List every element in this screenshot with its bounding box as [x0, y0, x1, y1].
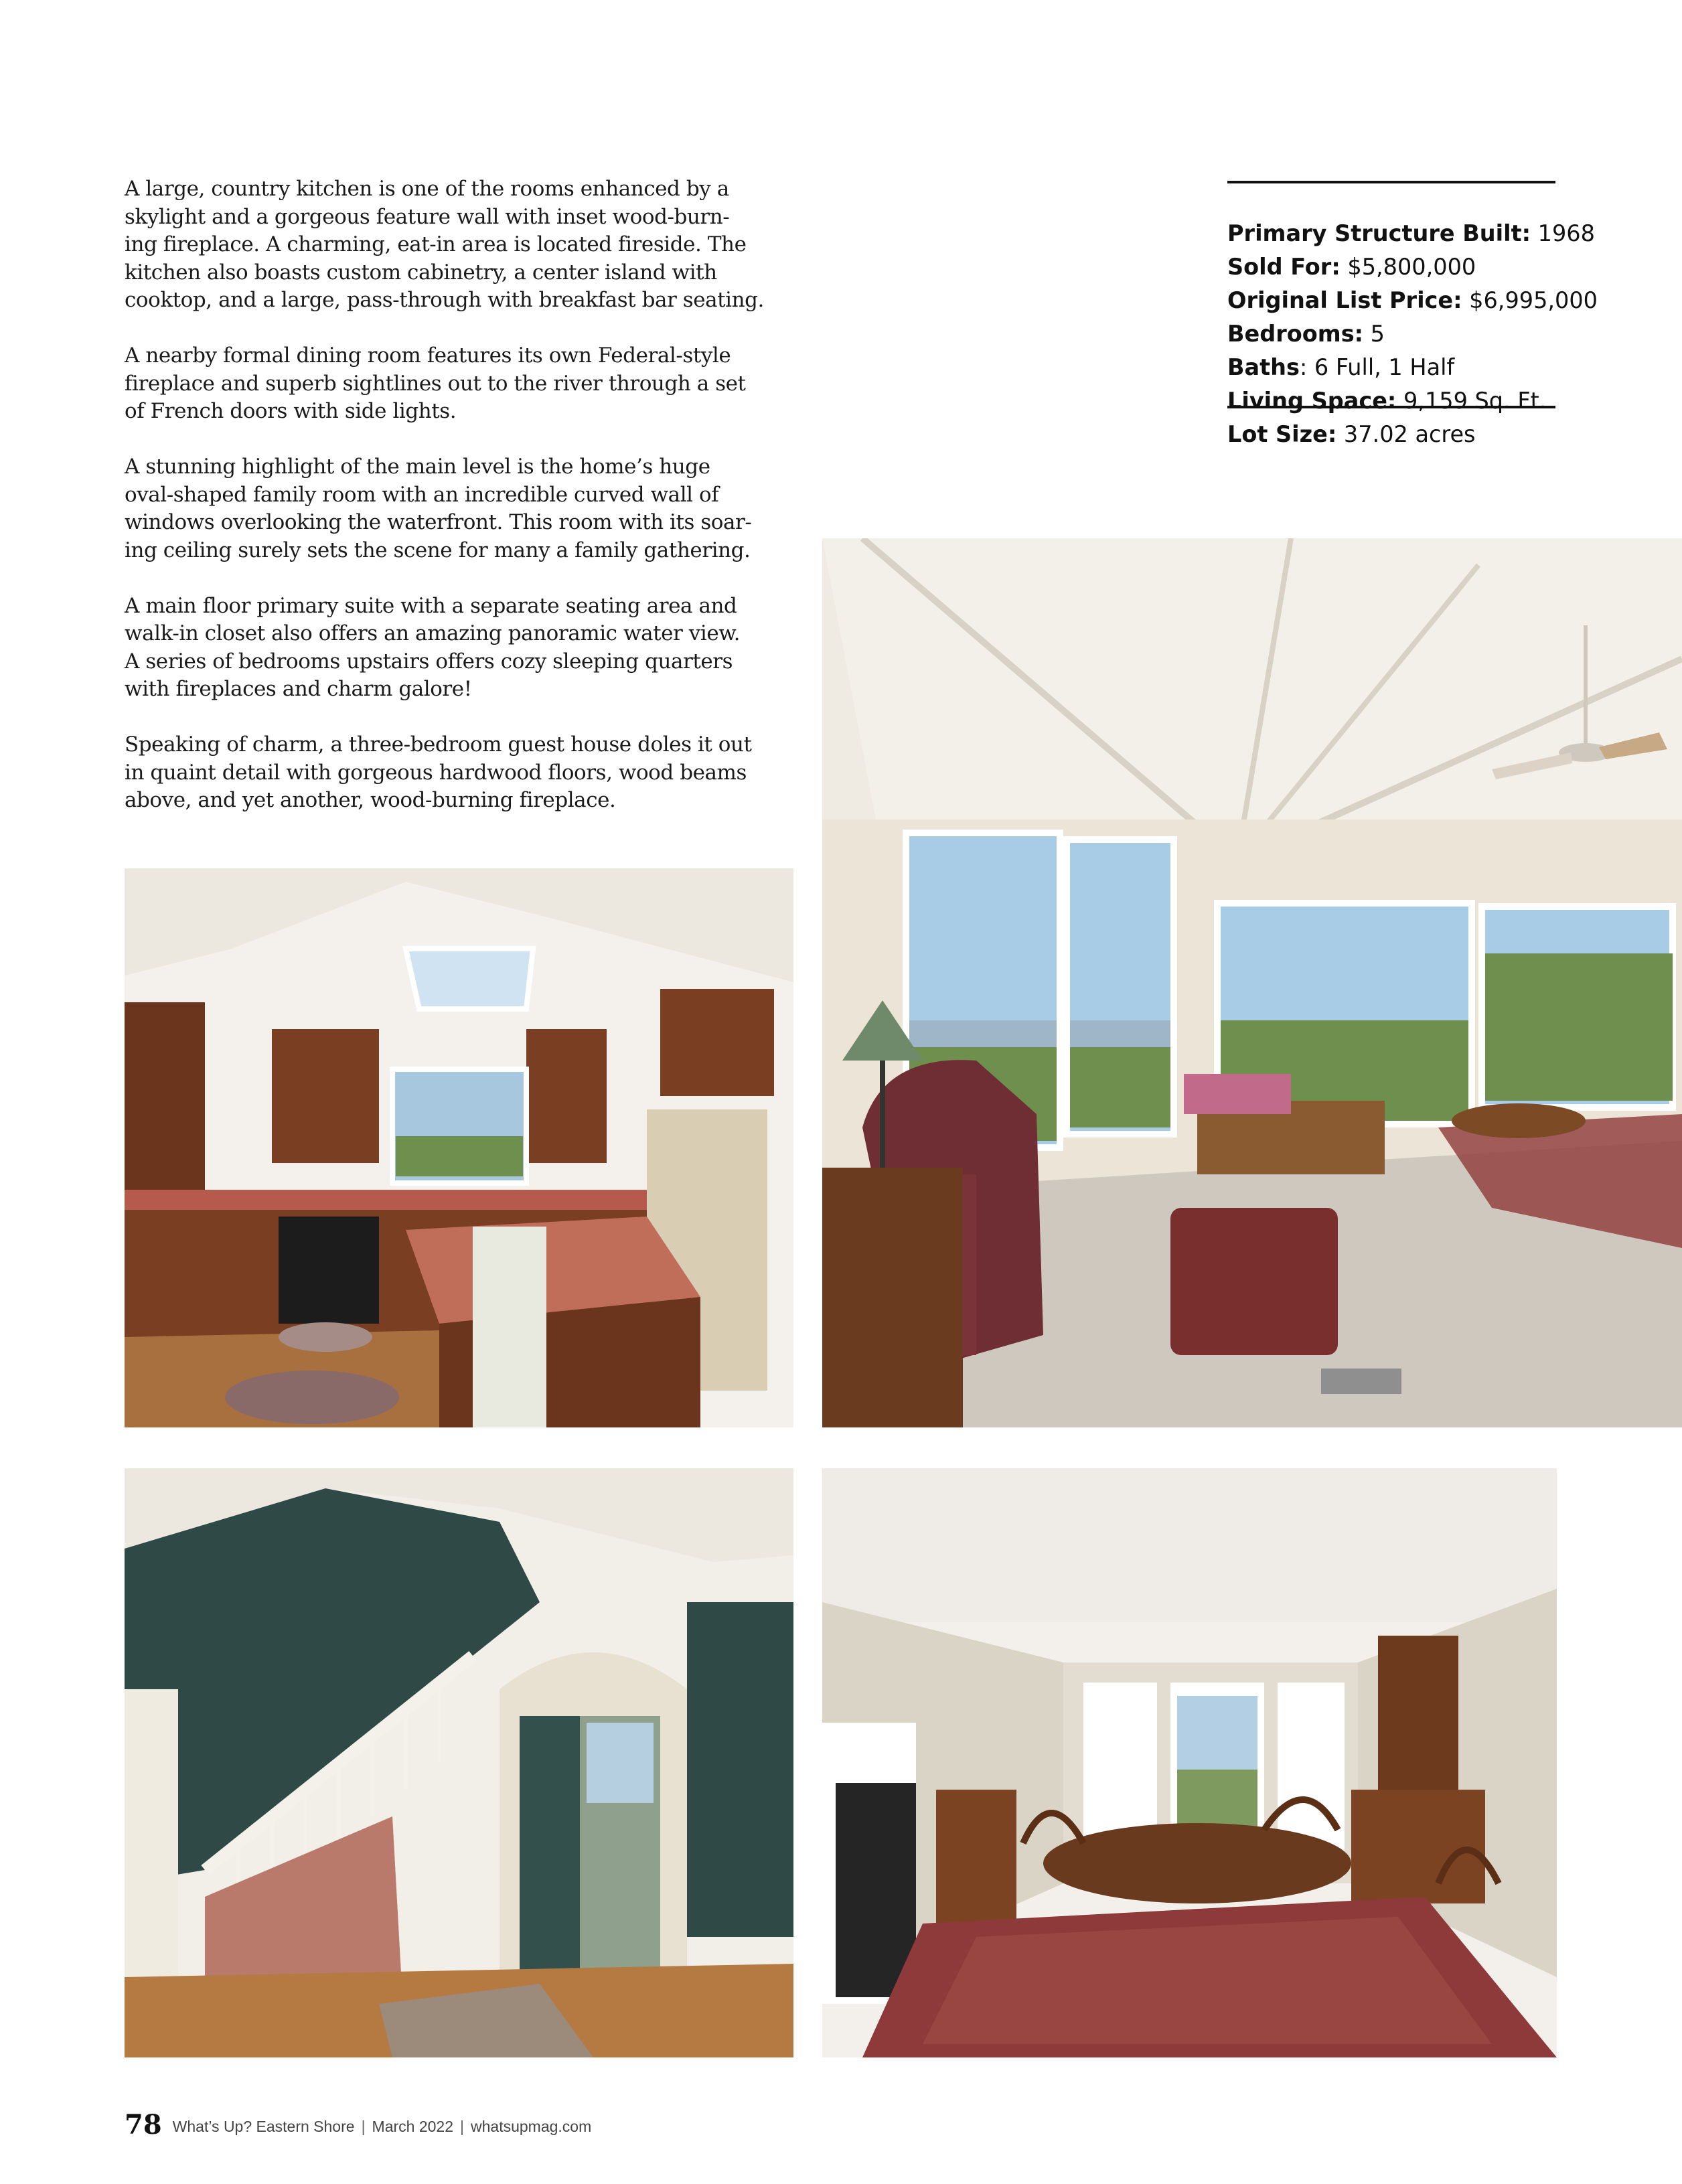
fact-label: Bedrooms: — [1227, 321, 1364, 347]
property-facts-box — [1227, 181, 1598, 447]
page-footer — [125, 2109, 591, 2140]
text-line: A stunning highlight of the main level is the home’s huge — [125, 455, 710, 479]
fact-label: Primary Structure Built: — [1227, 220, 1531, 246]
text-line: walk-in closet also offers an amazing panoramic water view. — [125, 621, 741, 645]
page-number: 78 — [125, 2109, 162, 2140]
fact-list-price — [1227, 284, 1598, 317]
website-url: whatsupmag.com — [471, 2118, 592, 2135]
text-line: fireplace and superb sightlines out to the river through a set — [125, 371, 746, 396]
fact-value: 1968 — [1531, 220, 1595, 246]
text-line: ing fireplace. A charming, eat-in area is located fireside. The — [125, 232, 747, 256]
text-line: A main floor primary suite with a separate seating area and — [125, 593, 737, 618]
fact-label: Living Space: — [1227, 388, 1397, 414]
fact-value: 9,159 Sq. Ft. — [1396, 388, 1547, 414]
text-line: A large, country kitchen is one of the rooms enhanced by a — [125, 177, 729, 201]
text-line: cooktop, and a large, pass-through with breakfast bar seating. — [125, 288, 764, 312]
text-line: in quaint detail with gorgeous hardwood floors, wood beams — [125, 760, 747, 785]
paragraph-kitchen — [125, 175, 764, 315]
dining-room-photo — [822, 1468, 1557, 2057]
fact-sold-for — [1227, 250, 1555, 284]
text-line: skylight and a gorgeous feature wall with inset wood-burn- — [125, 204, 730, 229]
text-line: A nearby formal dining room features its own Federal-style — [125, 343, 731, 368]
fact-label: Sold For: — [1227, 254, 1341, 280]
paragraph-family-room — [125, 453, 752, 564]
kitchen-photo — [125, 868, 793, 1427]
fact-value: $5,800,000 — [1340, 254, 1476, 280]
fact-bedrooms — [1227, 317, 1555, 351]
text-line: above, and yet another, wood-burning fireplace. — [125, 788, 616, 812]
family-room-photo — [822, 538, 1682, 1427]
text-line: Speaking of charm, a three-bedroom guest house doles it out — [125, 732, 752, 757]
fact-value: : 6 Full, 1 Half — [1299, 354, 1455, 380]
fact-year-built — [1227, 217, 1595, 250]
text-line: A series of bedrooms upstairs offers cozy sleeping quarters — [125, 649, 733, 674]
fact-value: 37.02 acres — [1336, 421, 1476, 447]
fact-label: Baths — [1227, 354, 1300, 380]
fact-lot-size — [1227, 418, 1555, 451]
paragraph-guest-house — [125, 731, 752, 815]
fact-value: 5 — [1363, 321, 1385, 347]
text-line: windows overlooking the waterfront. This room with its soar- — [125, 510, 752, 534]
text-line: of French doors with side lights. — [125, 399, 457, 423]
fact-baths — [1227, 351, 1555, 384]
fact-living-space — [1227, 384, 1555, 418]
text-line: with fireplaces and charm galore! — [125, 677, 472, 701]
fact-value: $6,995,000 — [1462, 287, 1598, 313]
footer-separator: | — [361, 2118, 366, 2135]
fact-label: Lot Size: — [1227, 421, 1337, 447]
paragraph-dining-room — [125, 342, 747, 426]
text-line: ing ceiling surely sets the scene for many a family gathering. — [125, 538, 751, 562]
footer-separator: | — [460, 2118, 464, 2135]
fact-label: Original List Price: — [1227, 287, 1462, 313]
publication-name: What’s Up? Eastern Shore — [172, 2118, 355, 2135]
article-body — [125, 175, 764, 842]
text-line: kitchen also boasts custom cabinetry, a center island with — [125, 260, 717, 285]
issue-date: March 2022 — [372, 2118, 454, 2135]
paragraph-primary-suite — [125, 593, 747, 704]
text-line: oval-shaped family room with an incredible curved wall of — [125, 482, 719, 507]
foyer-staircase-photo — [125, 1468, 793, 2057]
